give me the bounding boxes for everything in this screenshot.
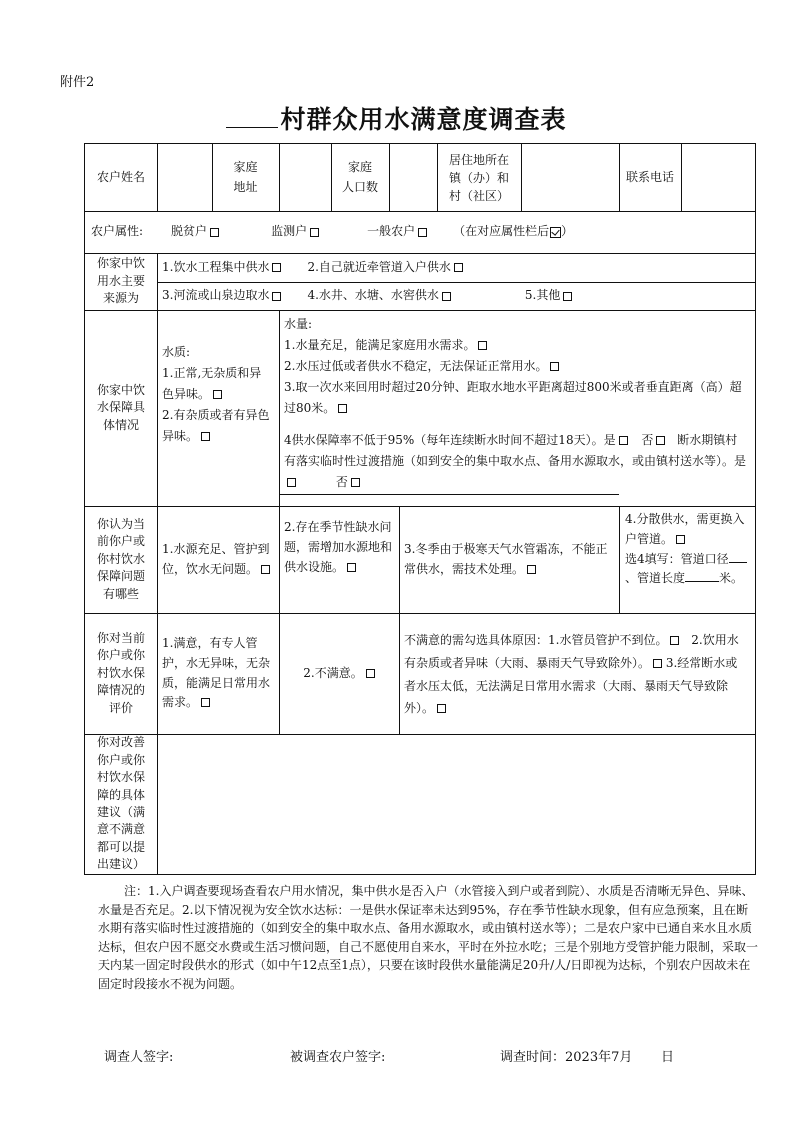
problem-opt1-cell <box>157 506 279 613</box>
suggestion-field[interactable] <box>157 734 755 874</box>
page-title <box>0 100 793 136</box>
source-opt5: 5.其他 <box>524 288 561 303</box>
suggestion-label: 你对改善 你户或你 村饮水保 障的具体 建议（满 意不满意 都可以提 出建议） <box>96 735 145 872</box>
quantity-opt3-checkbox[interactable] <box>338 404 347 413</box>
source-opt2: 2.自己就近牵管道入户供水 <box>307 259 451 274</box>
address-field[interactable] <box>279 144 331 211</box>
problem-opt2-cell <box>279 506 399 613</box>
reason3-checkbox[interactable] <box>437 704 446 713</box>
problem-opt3-cell <box>399 506 619 613</box>
pipe-length-label: 、管道长度 <box>625 571 686 586</box>
pipe-diameter-label: 选4填写：管道口径 <box>625 551 729 566</box>
title-blank[interactable] <box>226 127 278 128</box>
pipe-length-unit: 米 <box>719 571 732 586</box>
transition-no-label: 否 <box>335 475 348 489</box>
farmer-name-field[interactable] <box>157 144 212 211</box>
water-source-label: 你家中饮 用水主要 来源为 <box>96 256 145 306</box>
quantity-opt1: 1.水量充足，能满足家庭用水需求。 <box>284 338 476 352</box>
reason2: 2.饮用水有杂质或者异味（大雨、暴雨天气导致除外）。 <box>404 633 739 670</box>
quantity-opt2: 2.水压过低或者供水不稳定，无法保证正常用水。 <box>284 359 548 373</box>
transition-text: 断水期镇村有落实临时性过渡措施（如到安全的集中取水点、备用水源取水，或由镇村送水等）。是 <box>284 433 747 468</box>
problem-opt2: 2.存在季节性缺水问题，需增加水源地和供水设施。 <box>284 520 393 574</box>
problem-opt4: 4.分散供水，需更换入户管道。 <box>625 512 745 546</box>
reason1-checkbox[interactable] <box>670 636 679 645</box>
phone-label: 联系电话 <box>625 169 674 184</box>
household-type-row <box>85 211 755 253</box>
problem-opt1-checkbox[interactable] <box>261 565 270 574</box>
problem-opt1: 1.水源充足、管护到位，饮水无问题。 <box>162 541 270 576</box>
pipe-length-field[interactable] <box>685 581 719 582</box>
unsatisfied-cell <box>279 613 399 734</box>
quality-opt2: 2.有杂质或者有异色异味。 <box>162 408 270 443</box>
transition-no-checkbox[interactable] <box>351 478 360 487</box>
reason-intro: 不满意的需勾选具体原因：1.水管员管护不到位。 <box>404 633 668 647</box>
pipe-diameter-field[interactable] <box>729 562 747 563</box>
supply-rate-text: 4供水保障率不低于95%（每年连续断水时间不超过18天）。是 <box>284 433 616 447</box>
water-source-row1 <box>157 253 755 282</box>
opt-poverty-checkbox[interactable] <box>210 228 219 237</box>
phone-field[interactable] <box>681 144 755 211</box>
opt-general-label: 一般农户 <box>367 224 416 239</box>
transition-yes-checkbox[interactable] <box>287 478 296 487</box>
water-quantity-title: 水量: <box>284 317 313 331</box>
attachment-label: 附件2 <box>60 75 95 90</box>
water-quality-title: 水质: <box>162 345 191 359</box>
supply-rate-cell <box>279 428 755 494</box>
problem-opt4-cell <box>619 506 755 613</box>
satisfied-checkbox[interactable] <box>201 698 210 707</box>
residence-label: 居住地所在 镇（办）和 村（社区） <box>448 152 509 203</box>
evaluation-label: 你对当前 你户或你 村饮水保 障情况的 评价 <box>96 631 145 715</box>
opt-poverty-label: 脱贫户 <box>171 224 208 239</box>
quantity-opt3: 3.取一次水来回用时超过20分钟、距取水地水平距离超过800米或者垂直距离（高）超过80米。 <box>284 380 742 415</box>
unsatisfied-opt: 2.不满意。 <box>303 665 363 680</box>
title-text: 村群众用水满意度调查表 <box>280 105 567 134</box>
quality-opt1-checkbox[interactable] <box>213 390 222 399</box>
source-opt3-checkbox[interactable] <box>272 292 281 301</box>
supply-rate-yes-checkbox[interactable] <box>619 436 628 445</box>
source-opt1-checkbox[interactable] <box>272 263 281 272</box>
satisfied-opt: 1.满意，有专人管护，水无异味，无杂质，能满足日常用水需求。 <box>162 635 271 710</box>
satisfied-cell <box>157 613 279 734</box>
population-label: 家庭 人口数 <box>341 159 378 194</box>
water-security-label: 你家中饮 水保障具 体情况 <box>96 382 145 432</box>
quality-opt1: 1.正常,无杂质和异色异味。 <box>162 366 262 401</box>
residence-field[interactable] <box>521 144 619 211</box>
survey-date-day: 日 <box>661 1050 675 1065</box>
problems-label: 你认为当 前你户或 你村饮水 保障问题 有哪些 <box>96 517 145 601</box>
tick-hint: （在对应属性栏后 <box>453 224 550 239</box>
problem-opt3-checkbox[interactable] <box>527 565 536 574</box>
problem-opt4-checkbox[interactable] <box>676 535 685 544</box>
quantity-opt2-checkbox[interactable] <box>550 362 559 371</box>
water-source-row2 <box>157 282 755 310</box>
source-opt2-checkbox[interactable] <box>454 263 463 272</box>
water-quality-cell <box>157 310 279 494</box>
problem-opt3: 3.冬季由于极寒天气水管霜冻，不能正常供水，需技术处理。 <box>404 541 608 576</box>
source-opt5-checkbox[interactable] <box>563 292 572 301</box>
address-label: 家庭 地址 <box>233 159 258 194</box>
note-text: 注：1.入户调查要现场查看农户用水情况，集中供水是否入户（水管接入到户或者到院）、水质是否清晰无异色、异味、水量是否充足。2.以下情况视为安全饮水达标：一是供水保证率未达到95%，存在季节性缺水现象，但有应急预案，且在断水期有落实临时性过渡措施的（如到安全的集中取水点、备用水源取水，或由镇村送水等）；二是农户家中已通自来水且水质达标，但农户因不愿交水费或生活习惯问题，自己不愿使用自来水，平时在外拉水吃；三是个别地方受管护能力限制，采取一天内某一固定时段供水的形式（如中午12点至1点），只要在该时段供水量能满足20升/人/日即视为达标，个别农户因故未在固定时段接水不视为问题。 <box>98 884 759 991</box>
source-opt1: 1.饮水工程集中供水 <box>162 259 270 274</box>
quality-opt2-checkbox[interactable] <box>201 432 210 441</box>
quantity-opt1-checkbox[interactable] <box>478 341 487 350</box>
check-mark-icon <box>550 227 561 238</box>
surveyor-signature-label: 调查人签字: <box>104 1050 174 1065</box>
unsatisfied-reasons-cell <box>399 613 755 734</box>
respondent-signature-label: 被调查农户签字: <box>290 1050 386 1065</box>
source-opt4: 4.水井、水塘、水窖供水 <box>307 288 439 303</box>
tick-hint-end: ） <box>561 224 574 239</box>
survey-date-label: 调查时间：2023年7月 <box>500 1050 633 1065</box>
population-field[interactable] <box>389 144 437 211</box>
farmer-name-label: 农户姓名 <box>96 169 145 184</box>
unsatisfied-checkbox[interactable] <box>366 669 375 678</box>
problem-opt2-checkbox[interactable] <box>347 563 356 572</box>
supply-rate-no-label: 否 <box>641 433 654 447</box>
reason2-checkbox[interactable] <box>653 659 662 668</box>
reason3: 3.经常断水或者水压太低，无法满足日常用水需求（大雨、暴雨天气导致除外）。 <box>404 655 738 716</box>
survey-table <box>84 143 756 875</box>
source-opt3: 3.河流或山泉边取水 <box>162 288 270 303</box>
opt-monitor-label: 监测户 <box>271 224 308 239</box>
pipe-end-mark: 。 <box>731 571 744 586</box>
opt-monitor-checkbox[interactable] <box>310 228 319 237</box>
supply-rate-no-checkbox[interactable] <box>656 436 665 445</box>
source-opt4-checkbox[interactable] <box>442 292 451 301</box>
household-type-label: 农户属性: <box>91 224 144 239</box>
opt-general-checkbox[interactable] <box>418 228 427 237</box>
